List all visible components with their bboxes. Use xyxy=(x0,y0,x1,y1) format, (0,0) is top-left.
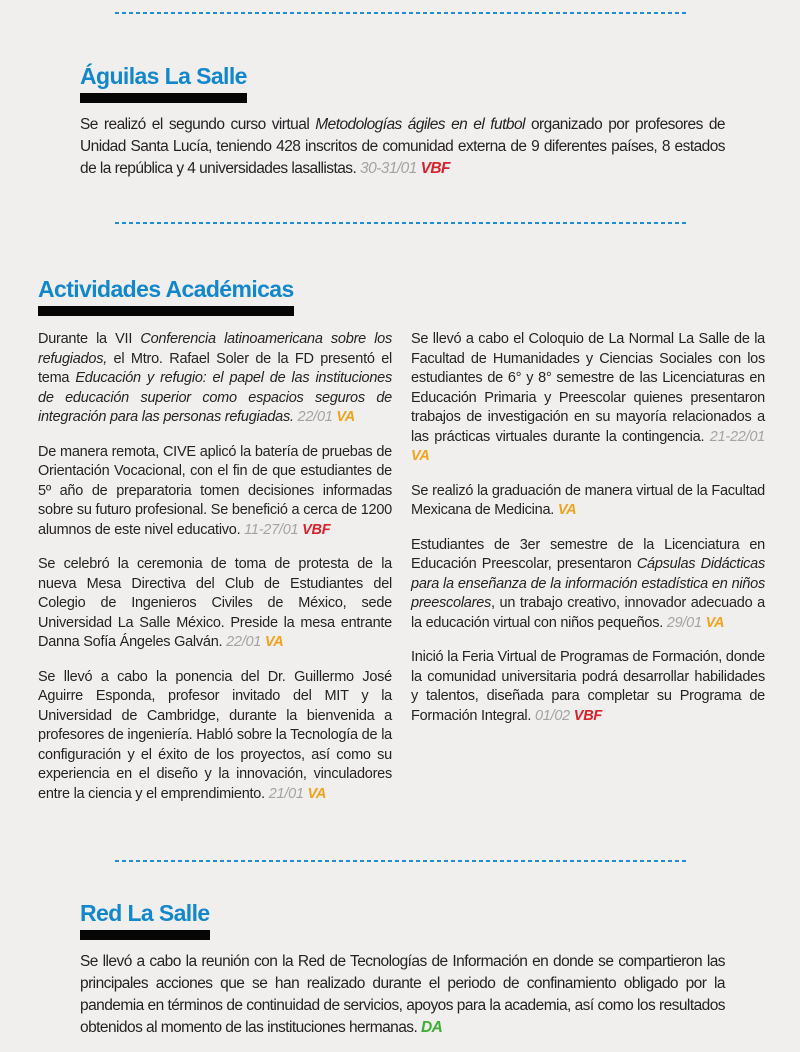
initials-tag: VA xyxy=(336,409,355,426)
body-paragraph xyxy=(38,555,392,653)
date-label: 29/01 xyxy=(666,614,702,631)
text-segment: el Mtro. Rafael Soler de la FD presentó el tema xyxy=(38,350,392,387)
text-segment: Se llevó a cabo la reunión con la Red de Tecnologías de Información en donde se compartieron las principales acciones que se han realizado durante el periodo de confinamiento obligado por la pandemia en términos de continuidad de servicios, apoyos para la academia, así como los resultados obtenidos al momento de las instituciones hermanas. xyxy=(80,953,725,1037)
text-segment: De manera remota, CIVE aplicó la batería de pruebas de Orientación Vocacional, con el fin de que estudiantes de 5º año de preparatoria tomen decisiones informadas sobre su futuro profesional. Se benefició a cerca de 1200 alumnos de este nivel educativo. xyxy=(38,443,392,538)
text-segment: Se llevó a cabo el Coloquio de La Normal La Salle de la Facultad de Humanidades y Ciencias Sociales con los estudiantes de 6° y 8° semestre de las Licenciaturas en Educación Primaria y Preescolar quienes presentaron trabajos de investigación en su mayoría relacionados a las prácticas virtuales durante la contingencia. xyxy=(411,331,765,445)
text-segment: Se celebró la ceremonia de toma de protesta de la nueva Mesa Directiva del Club de Estudiantes del Colegio de Ingenieros Civiles de México, sede Universidad La Salle México. Preside la mesa entrante Danna Sofía Ángeles Galván. xyxy=(38,556,392,651)
body-paragraph xyxy=(411,482,765,521)
dashed-separator-bottom xyxy=(115,860,686,862)
dashed-separator-middle xyxy=(115,222,686,224)
date-label: 11-27/01 xyxy=(244,521,299,538)
body-paragraph xyxy=(411,648,765,726)
section-title-aguilas: Águilas La Salle xyxy=(80,63,247,89)
section-header xyxy=(38,277,294,316)
section-header xyxy=(80,64,247,103)
text-segment: organizado por profesores de Unidad Santa Lucía, teniendo 428 inscritos de comunidad externa de 9 diferentes países, 8 estados de la república y 4 universidades lasallistas. xyxy=(80,116,725,178)
section-red-la-salle xyxy=(80,901,725,1039)
text-segment: Durante la VII xyxy=(38,331,141,348)
date-label: 30-31/01 xyxy=(360,160,417,178)
text-segment: Se realizó la graduación de manera virtual de la Facultad Mexicana de Medicina. xyxy=(411,482,765,519)
text-segment: Metodologías ágiles en el futbol xyxy=(315,116,525,134)
heading-underline-bar xyxy=(38,306,294,316)
initials-tag: DA xyxy=(421,1019,443,1037)
initials-tag: VA xyxy=(705,614,725,631)
body-paragraph xyxy=(80,114,725,180)
text-segment: Cápsulas Didácticas para la enseñanza de la información estadística en niños preescolares xyxy=(411,556,765,612)
text-segment: Se realizó el segundo curso virtual xyxy=(80,116,316,134)
section-actividades-academicas xyxy=(38,277,765,819)
date-label: 22/01 xyxy=(226,634,262,651)
section-title-red: Red La Salle xyxy=(80,900,210,926)
section-body xyxy=(80,114,725,180)
section-aguilas-la-salle xyxy=(80,64,725,180)
initials-tag: VA xyxy=(557,502,577,519)
text-segment: , un trabajo creativo, innovador adecuado a la educación virtual con niños pequeños. xyxy=(411,595,765,631)
body-paragraph xyxy=(80,951,725,1039)
date-label: 21-22/01 xyxy=(709,428,765,445)
heading-underline-bar xyxy=(80,930,210,940)
body-paragraph xyxy=(38,668,392,805)
initials-tag: VA xyxy=(264,634,284,651)
column-right xyxy=(411,330,765,819)
text-segment: Se llevó a cabo la ponencia del Dr. Guillermo José Aguirre Esponda, profesor invitado del MIT y la Universidad de Cambridge, durante la bienvenida a profesores de ingeniería. Habló sobre la Tecnología de la configuración y el éxito de los proyectos, así como su experiencia en el diseño y la innovación, vinculadores entre la ciencia y el emprendimiento. xyxy=(38,668,392,802)
body-paragraph xyxy=(38,443,392,541)
dashed-separator-top xyxy=(115,12,686,14)
text-segment: Conferencia latinoamericana sobre los refugiados, xyxy=(38,331,392,367)
two-column-layout xyxy=(38,330,765,819)
initials-tag: VA xyxy=(411,448,430,465)
initials-tag: VBF xyxy=(420,160,450,178)
text-segment: Inició la Feria Virtual de Programas de Formación, donde la comunidad universitaria podrá desarrollar habilidades y talentos, diseñada para completar su Programa de Formación Integral. xyxy=(411,649,765,724)
initials-tag: VA xyxy=(307,785,327,802)
date-label: 01/02 xyxy=(534,707,570,724)
date-label: 22/01 xyxy=(297,409,333,426)
section-header xyxy=(80,901,210,940)
text-segment: Educación y refugio: el papel de las instituciones de educación superior como espacios seguros de integración para las personas refugiadas. xyxy=(38,370,393,426)
initials-tag: VBF xyxy=(302,521,331,538)
date-label: 21/01 xyxy=(268,785,304,802)
body-paragraph xyxy=(411,536,765,634)
section-title-academicas: Actividades Académicas xyxy=(38,276,294,302)
initials-tag: VBF xyxy=(573,707,603,724)
heading-underline-bar xyxy=(80,93,247,103)
section-body xyxy=(80,951,725,1039)
text-segment: Estudiantes de 3er semestre de la Licenciatura en Educación Preescolar, presentaron xyxy=(411,536,765,573)
body-paragraph xyxy=(411,330,765,467)
body-paragraph xyxy=(38,330,392,428)
column-left xyxy=(38,330,392,819)
